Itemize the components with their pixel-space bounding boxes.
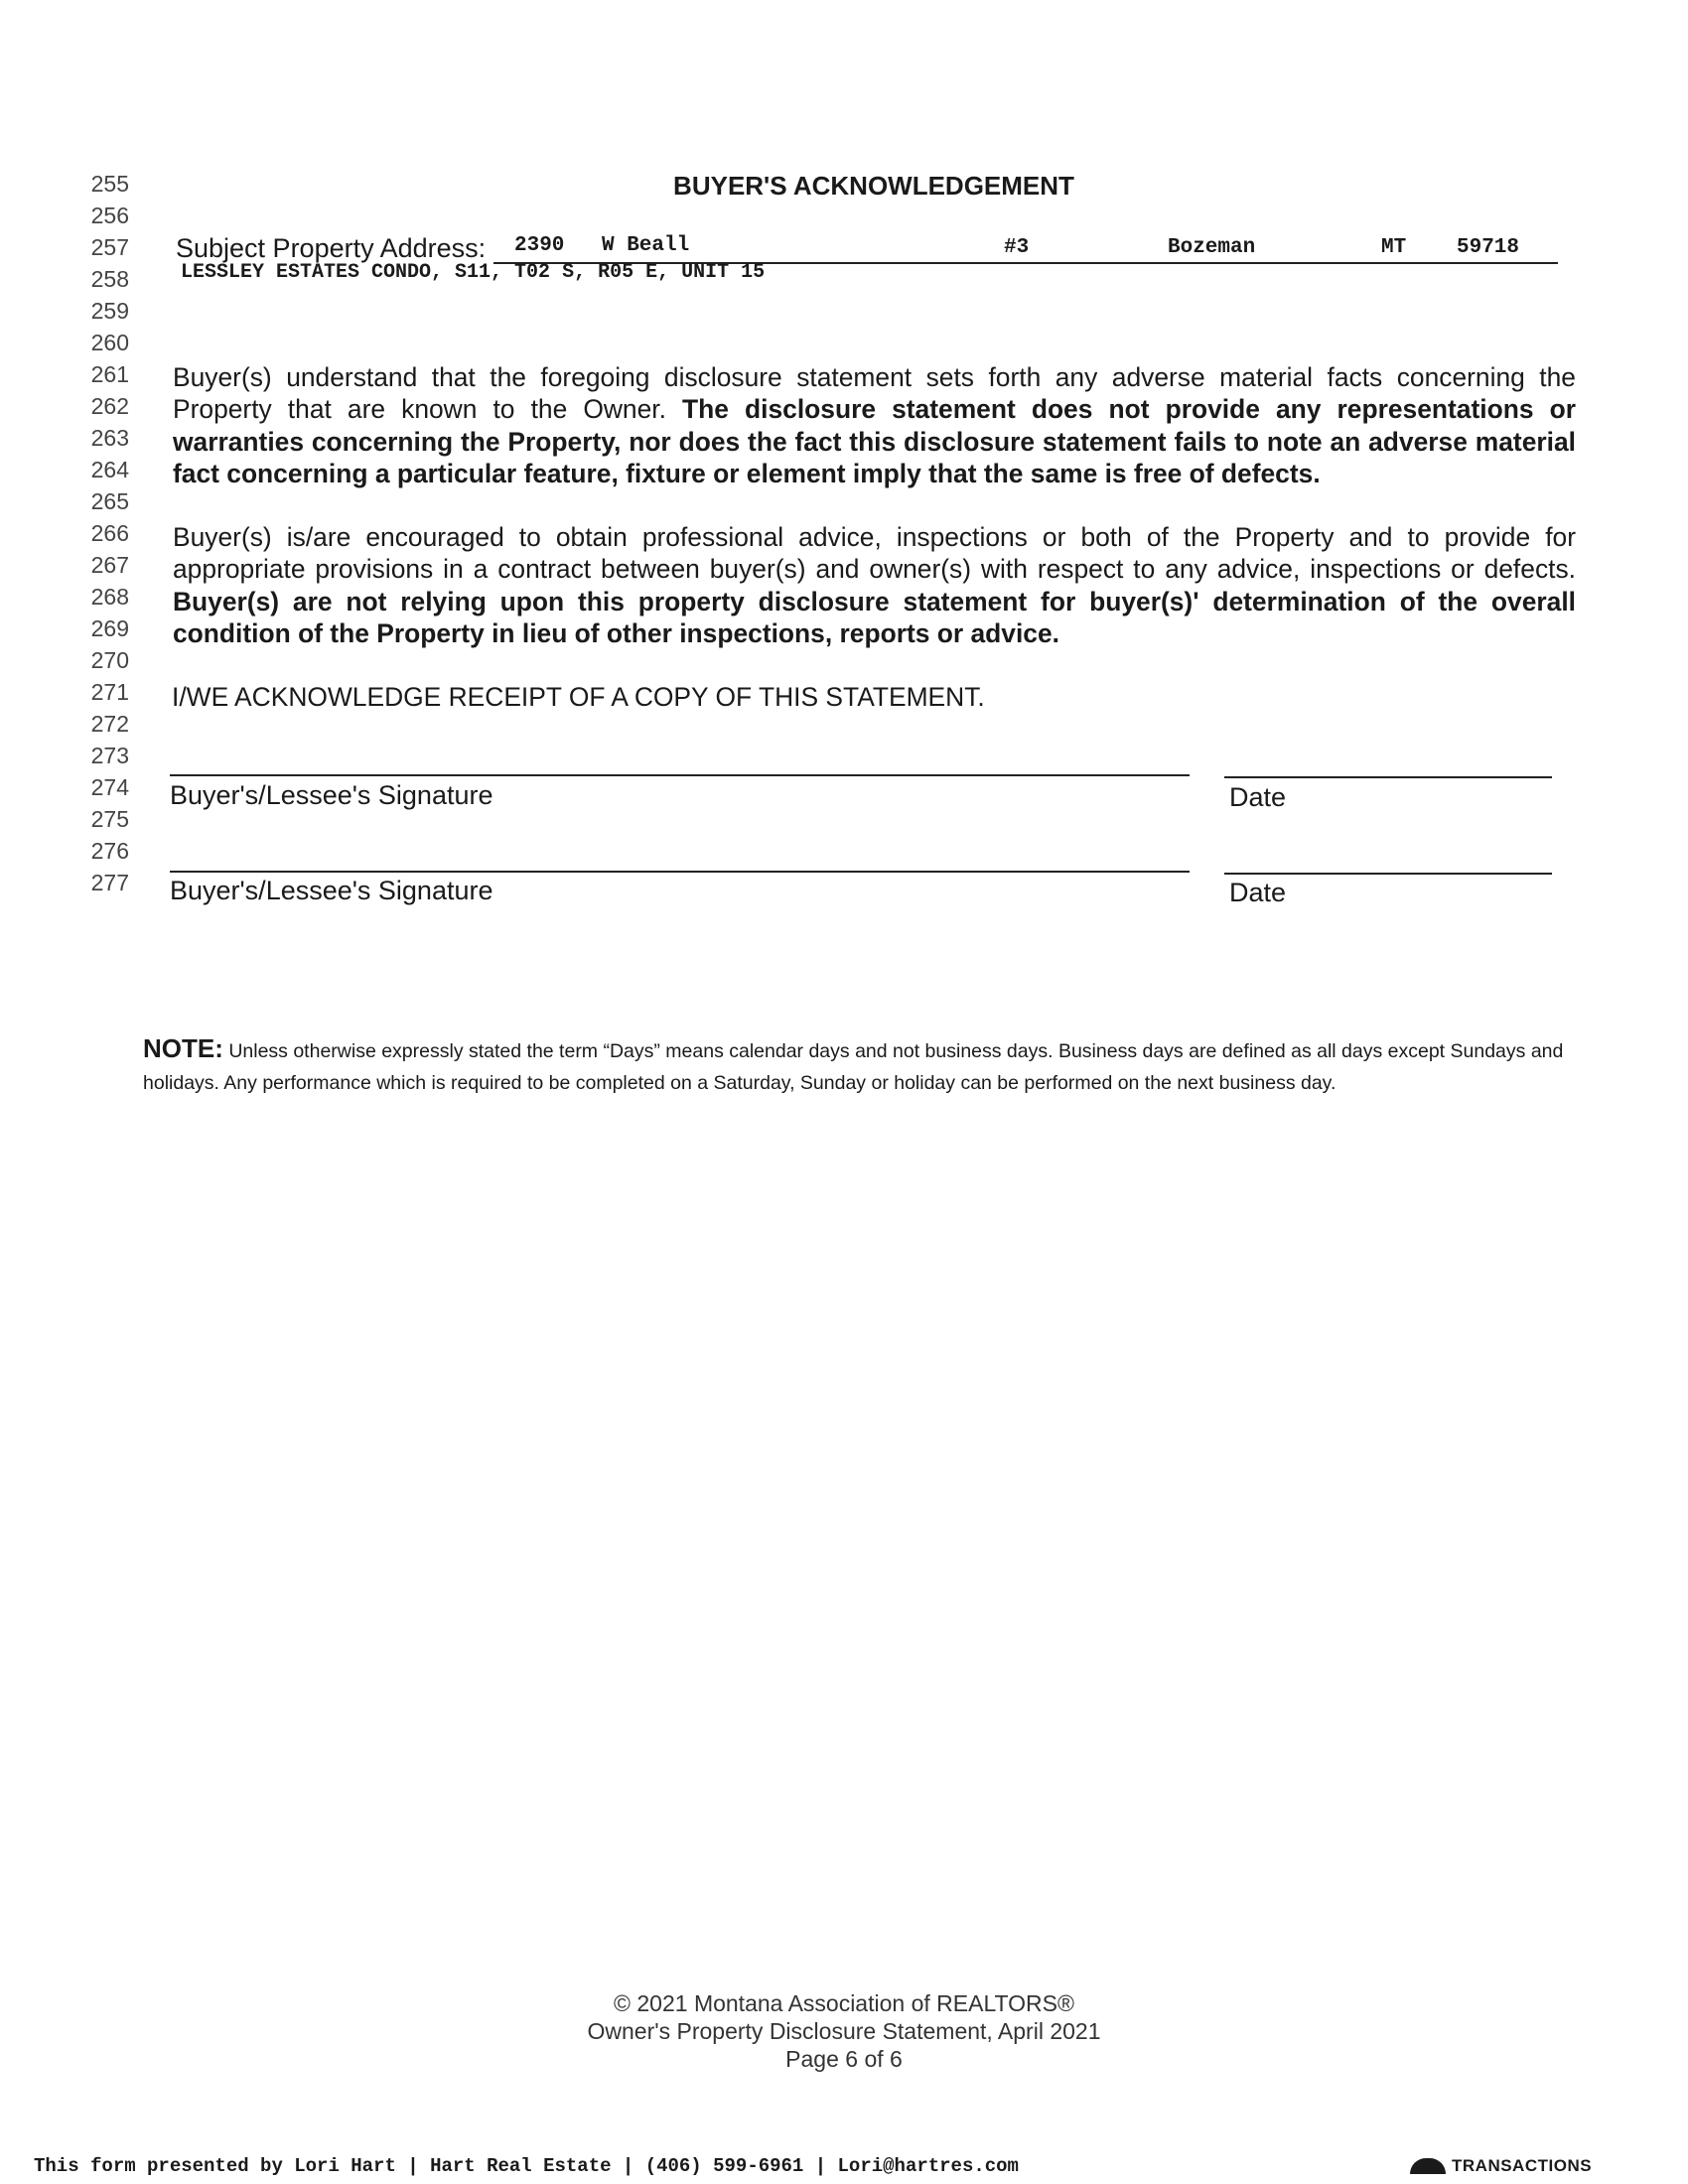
line-number: 274 <box>90 774 129 800</box>
footer-page-number: Page 6 of 6 <box>785 2046 903 2072</box>
advice-paragraph <box>173 521 1576 649</box>
line-number: 255 <box>90 171 129 197</box>
address-legal-description[interactable]: LESSLEY ESTATES CONDO, S11, T02 S, R05 E, UNIT 15 <box>181 261 766 284</box>
line-number: 263 <box>90 425 129 451</box>
note-label: NOTE: <box>143 1033 223 1063</box>
line-number: 269 <box>90 615 129 641</box>
line-number: 258 <box>90 266 129 292</box>
advice-paragraph-text: Buyer(s) is/are encouraged to obtain professional advice, inspections or both of the Property and to provide for appropriate provisions in a contract between buyer(s) and owner(s) with respect to any advice, inspections or defects. <box>173 522 1576 585</box>
line-number: 264 <box>90 457 129 482</box>
address-street-number[interactable]: 2390 <box>514 234 565 257</box>
date-label: Date <box>1229 878 1287 907</box>
line-number: 259 <box>90 298 129 324</box>
disclosure-paragraph <box>173 361 1576 489</box>
line-number: 277 <box>90 870 129 895</box>
line-number: 272 <box>90 711 129 737</box>
signature-line[interactable] <box>170 774 1190 776</box>
disclosure-paragraph-text: Buyer(s) understand that the foregoing disclosure statement sets forth any adverse material facts concerning the Property that are known to the Owner. <box>173 362 1576 425</box>
signature-line[interactable] <box>170 871 1190 873</box>
line-number: 256 <box>90 203 129 228</box>
line-number: 257 <box>90 234 129 260</box>
address-state[interactable]: MT <box>1381 236 1407 259</box>
footer <box>0 1989 1688 2073</box>
signature-label: Buyer's/Lessee's Signature <box>170 780 493 810</box>
line-number: 260 <box>90 330 129 355</box>
address-street[interactable]: W Beall <box>602 234 690 257</box>
line-number: 275 <box>90 806 129 832</box>
note-paragraph <box>143 1032 1569 1099</box>
line-number: 265 <box>90 488 129 514</box>
line-number: 276 <box>90 838 129 864</box>
date-label: Date <box>1229 782 1287 812</box>
logo-text: TRANSACTIONS <box>1452 2156 1593 2175</box>
line-number: 268 <box>90 584 129 610</box>
line-number: 271 <box>90 679 129 705</box>
presented-by-line: This form presented by Lori Hart | Hart Real Estate | (406) 599-6961 | Lori@hartres.com <box>34 2155 1019 2177</box>
address-unit[interactable]: #3 <box>1004 236 1030 259</box>
date-line[interactable] <box>1224 873 1552 875</box>
footer-form-name: Owner's Property Disclosure Statement, April 2021 <box>587 2018 1101 2044</box>
address-label: Subject Property Address: <box>176 233 487 263</box>
line-number: 262 <box>90 393 129 419</box>
acknowledge-statement: I/WE ACKNOWLEDGE RECEIPT OF A COPY OF THIS STATEMENT. <box>172 682 985 712</box>
signature-label: Buyer's/Lessee's Signature <box>170 876 493 905</box>
footer-copyright: © 2021 Montana Association of REALTORS® <box>614 1990 1074 2016</box>
address-zip[interactable]: 59718 <box>1457 236 1520 259</box>
line-number: 270 <box>90 647 129 673</box>
line-number: 266 <box>90 520 129 546</box>
disclosure-paragraph-bold: The disclosure statement does not provide any representations or warranties concerning the Property, nor does the fact this disclosure statement fails to note an adverse material fact concerning a particular feature, fixture or element imply that the same is free of defects. <box>173 394 1576 488</box>
note-text: Unless otherwise expressly stated the term “Days” means calendar days and not business days. Business days are defined as all days except Sundays and holidays. Any performance which is required to be completed on a Saturday, Sunday or holiday can be performed on the next business day. <box>143 1040 1564 1094</box>
line-number: 273 <box>90 743 129 768</box>
line-number: 267 <box>90 552 129 578</box>
transactions-logo <box>1410 2156 1592 2176</box>
line-number: 261 <box>90 361 129 387</box>
advice-paragraph-bold: Buyer(s) are not relying upon this property disclosure statement for buyer(s)' determination of the overall condition of the Property in lieu of other inspections, reports or advice. <box>173 586 1576 648</box>
logo-mark-icon <box>1410 2158 1446 2174</box>
date-line[interactable] <box>1224 776 1552 778</box>
page-title: BUYER'S ACKNOWLEDGEMENT <box>673 171 1074 201</box>
address-city[interactable]: Bozeman <box>1168 236 1256 259</box>
